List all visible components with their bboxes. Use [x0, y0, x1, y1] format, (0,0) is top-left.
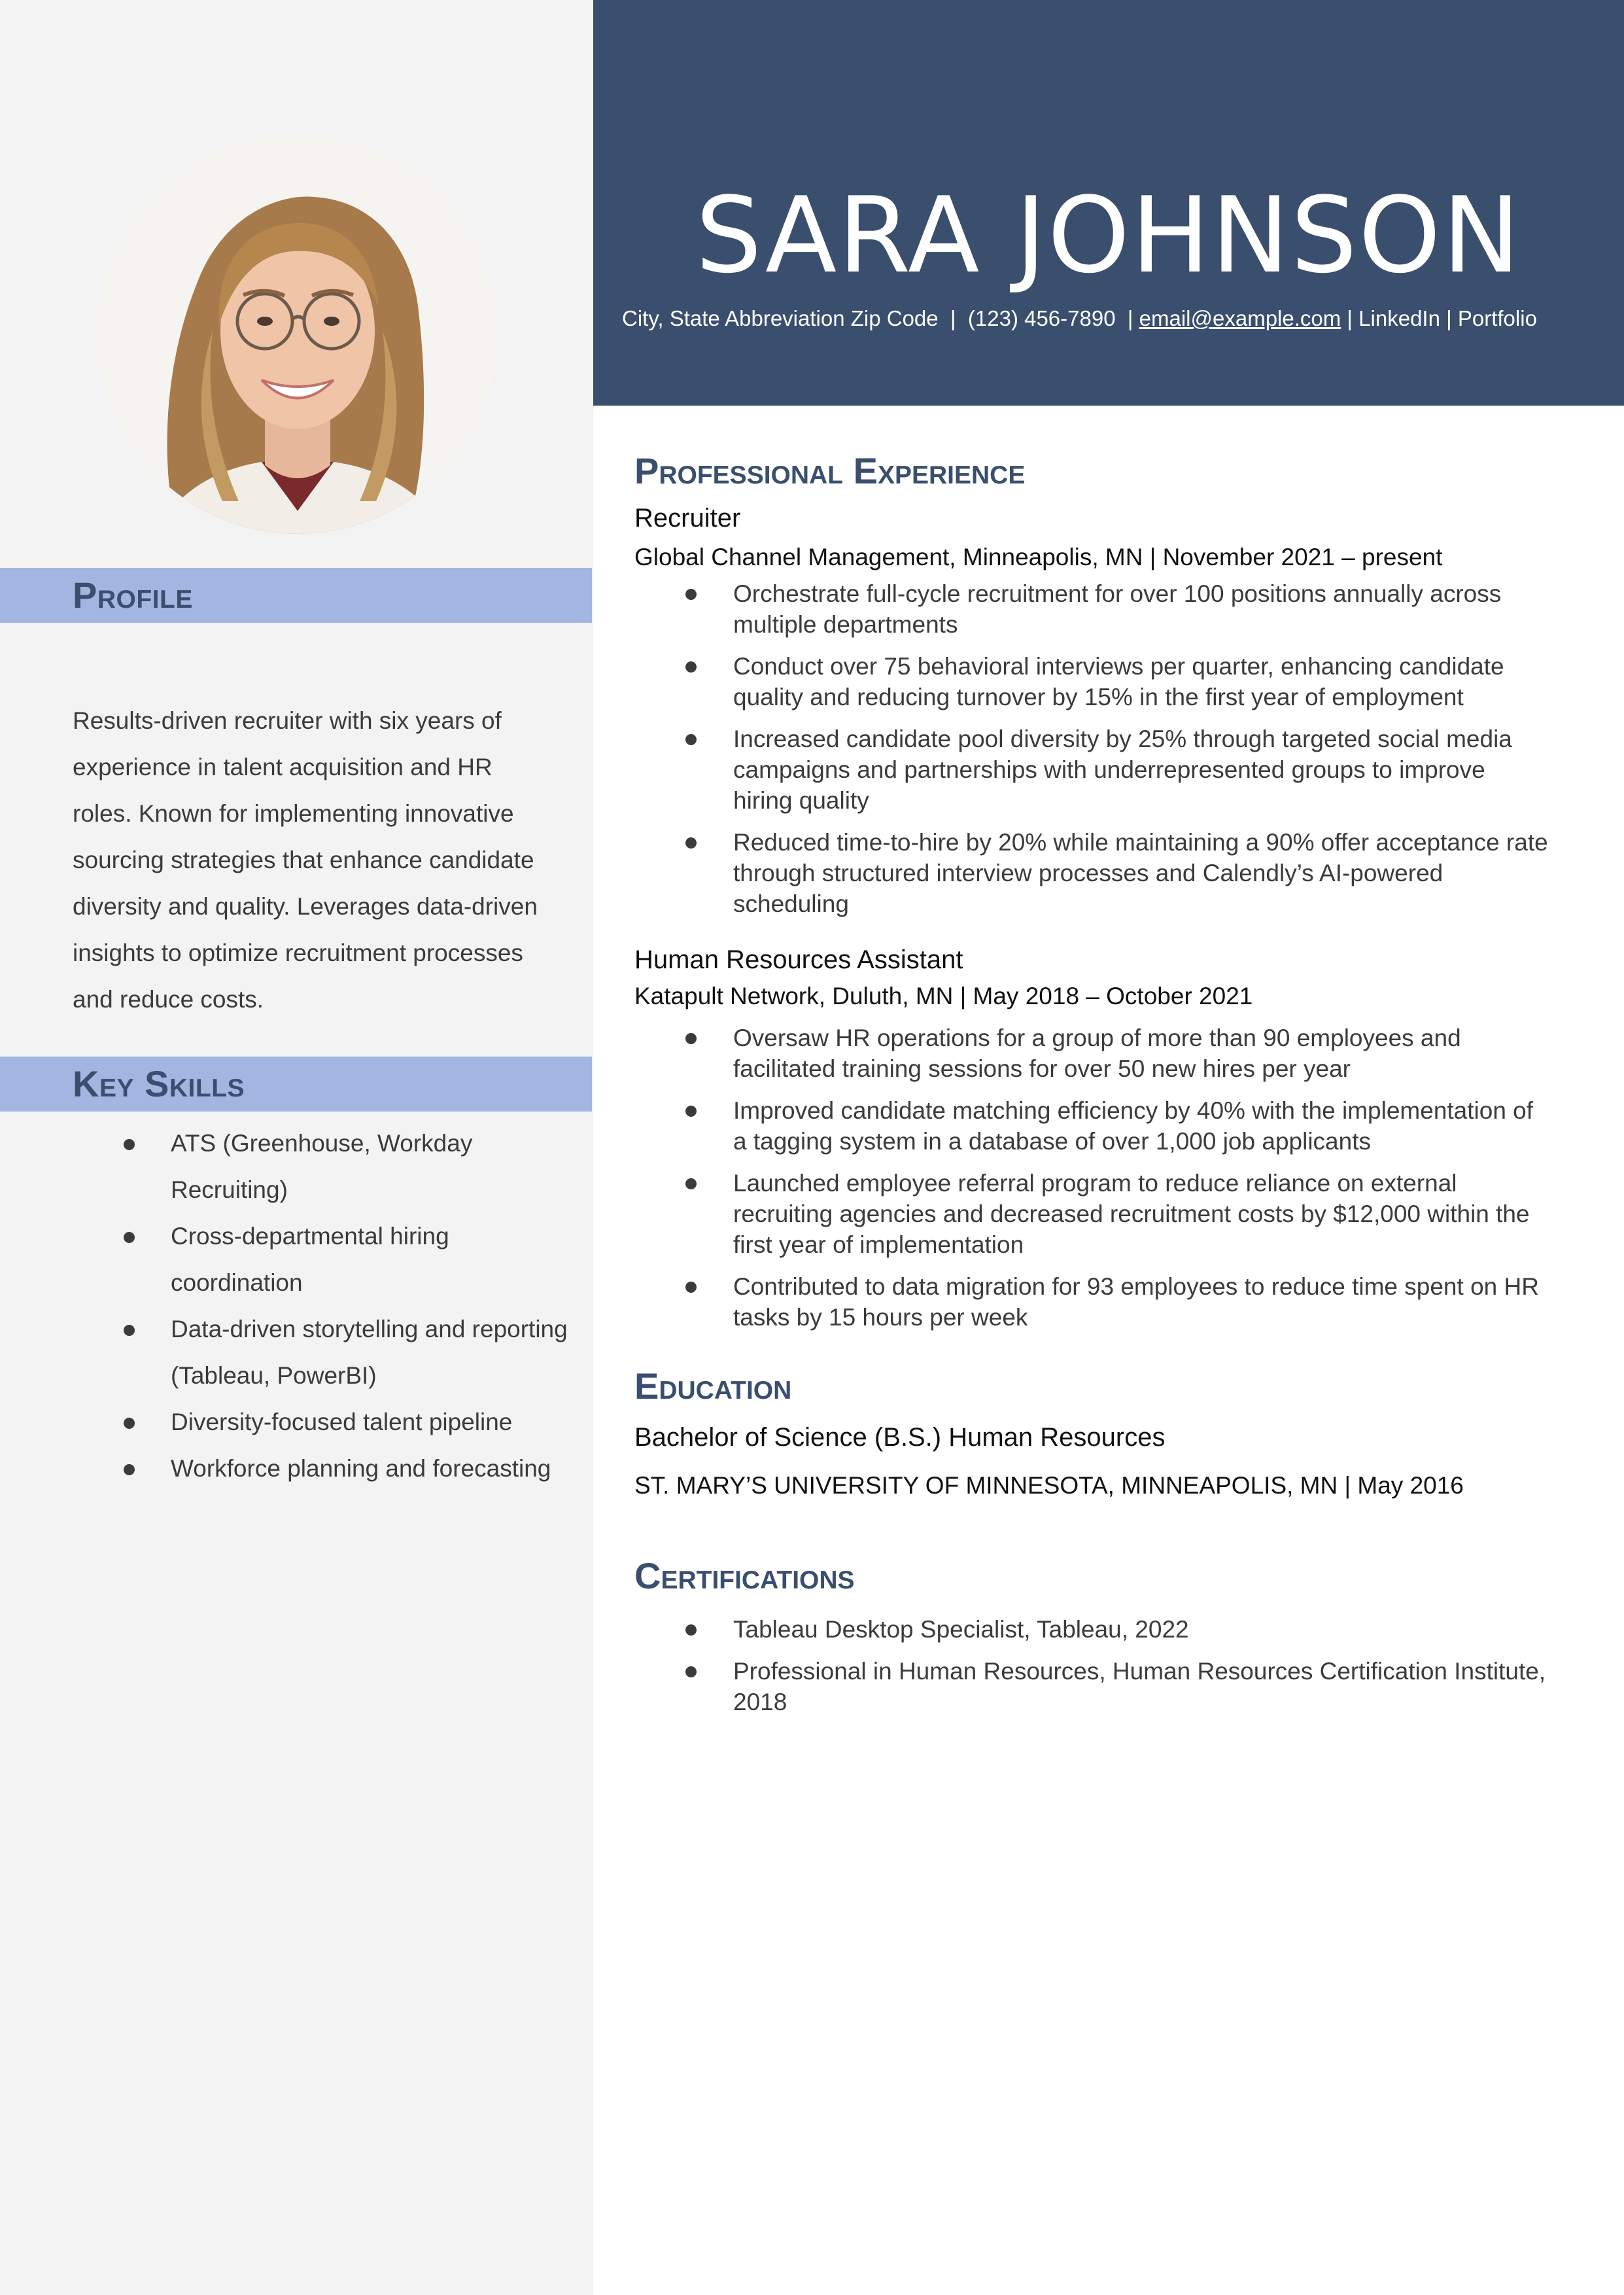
contact-email-link[interactable]: email@example.com: [1139, 306, 1341, 330]
profile-heading: Profile: [73, 574, 193, 616]
profile-photo-image: [98, 135, 497, 534]
contact-linkedin-link[interactable]: LinkedIn: [1358, 306, 1440, 330]
job-bullet: Orchestrate full-cycle recruitment for over 100 positions annually across multiple departments: [634, 578, 1550, 640]
certifications-list: [634, 1614, 1550, 1717]
job-bullet: Contributed to data migration for 93 employees to reduce time spent on HR tasks by 15 hours per week: [634, 1271, 1550, 1333]
skills-heading: Key Skills: [73, 1063, 245, 1104]
skills-list: [73, 1120, 583, 1492]
skill-item: ATS (Greenhouse, Workday Recruiting): [73, 1120, 583, 1213]
candidate-name: SARA JOHNSON: [695, 174, 1522, 296]
job-meta: Global Channel Management, Minneapolis, MN | November 2021 – present: [634, 544, 1443, 570]
certification-item: Professional in Human Resources, Human Resources Certification Institute, 2018: [634, 1656, 1550, 1717]
contact-phone: (123) 456-7890: [967, 306, 1116, 330]
job-title: Human Resources Assistant: [634, 945, 963, 974]
skill-item: Workforce planning and forecasting: [73, 1445, 583, 1492]
job-bullet: Launched employee referral program to reduce reliance on external recruiting agencies and decreased recruitment costs by $12,000 within the first year of implementation: [634, 1168, 1550, 1260]
job-bullet: Increased candidate pool diversity by 25% through targeted social media campaigns and partnerships with underrepresented groups to improve hiring quality: [634, 724, 1550, 816]
job-bullet: Conduct over 75 behavioral interviews per quarter, enhancing candidate quality and reducing turnover by 15% in the first year of employment: [634, 651, 1550, 712]
main-content: [634, 445, 1550, 1717]
job-bullets: [634, 578, 1550, 919]
skill-item: Diversity-focused talent pipeline: [73, 1399, 583, 1445]
certifications-heading: Certifications: [634, 1555, 855, 1596]
skills-heading-band: [0, 1057, 592, 1112]
education-school: ST. MARY’S UNIVERSITY OF MINNESOTA, MINNEAPOLIS, MN | May 2016: [634, 1472, 1464, 1499]
contact-location: City, State Abbreviation Zip Code: [622, 306, 939, 330]
job-title: Recruiter: [634, 504, 741, 533]
sidebar: [0, 0, 593, 2295]
job-entry: [634, 500, 1550, 919]
job-bullet: Improved candidate matching efficiency by 40% with the implementation of a tagging system in a database of over 1,000 job applicants: [634, 1095, 1550, 1157]
job-bullets: [634, 1023, 1550, 1333]
education-heading: Education: [634, 1365, 792, 1407]
skill-item: Data-driven storytelling and reporting (Tableau, PowerBI): [73, 1306, 583, 1399]
job-bullet: Reduced time-to-hire by 20% while maintaining a 90% offer acceptance rate through structured interview processes and Calendly’s AI-powered scheduling: [634, 827, 1550, 919]
job-meta: Katapult Network, Duluth, MN | May 2018 – October 2021: [634, 983, 1253, 1009]
certification-item: Tableau Desktop Specialist, Tableau, 2022: [634, 1614, 1550, 1645]
profile-heading-band: [0, 568, 592, 623]
profile-summary: Results-driven recruiter with six years of experience in talent acquisition and HR roles. Known for implementing innovative sourcing strategies that enhance candidate diversity and quality. Leverages data-driven insights to optimize recruitment processes and reduce costs.: [73, 707, 538, 1013]
experience-heading: Professional Experience: [634, 450, 1026, 491]
job-bullet: Oversaw HR operations for a group of more than 90 employees and facilitated training sessions for over 50 new hires per year: [634, 1023, 1550, 1084]
education-degree: Bachelor of Science (B.S.) Human Resources: [634, 1423, 1166, 1452]
skill-item: Cross-departmental hiring coordination: [73, 1213, 583, 1306]
profile-photo: [98, 135, 497, 534]
job-entry: [634, 941, 1550, 1333]
resume-header: [593, 0, 1624, 406]
contact-portfolio-link[interactable]: Portfolio: [1457, 306, 1537, 330]
contact-line: City, State Abbreviation Zip Code | (123) 456-7890 | email@example.com | LinkedIn | Portfolio: [622, 306, 1537, 330]
